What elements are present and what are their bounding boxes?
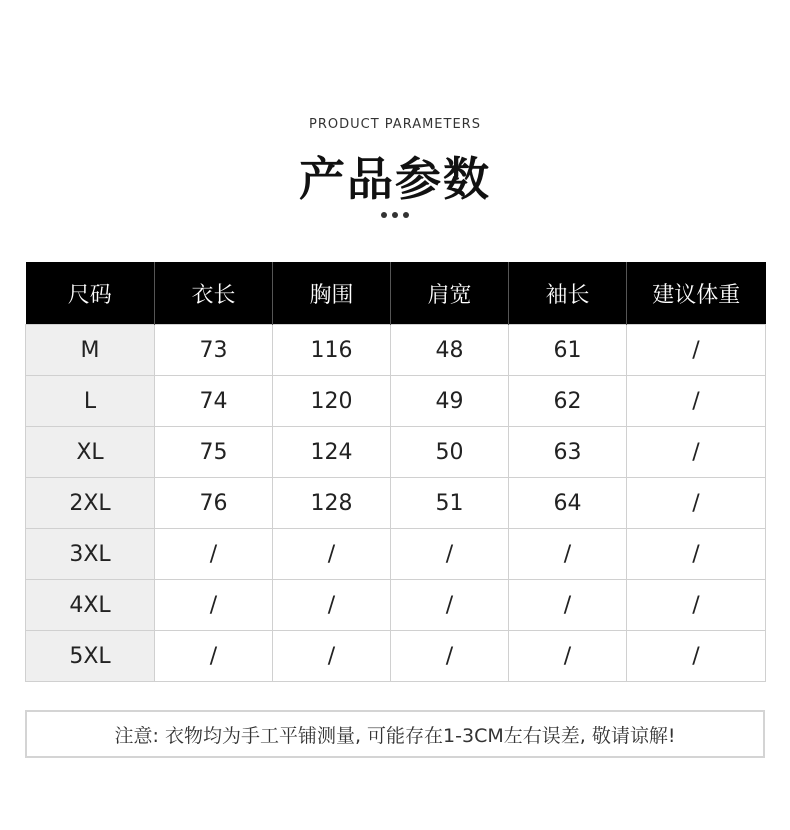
note-text: 注意: 衣物均为手工平铺测量, 可能存在1-3CM左右误差, 敬请谅解! [114,724,676,747]
table-cell: 50 [391,427,509,478]
table-cell: / [391,529,509,580]
header-shoulder: 肩宽 [391,262,509,325]
dot-icon [403,212,409,218]
table-cell: 62 [509,376,627,427]
table-cell: 48 [391,325,509,376]
measurement-note [25,710,765,758]
header-weight: 建议体重 [627,262,766,325]
table-cell: / [155,631,273,682]
header-sleeve: 袖长 [509,262,627,325]
table-row [26,529,766,580]
size-cell: 5XL [26,631,155,682]
table-cell: / [627,631,766,682]
table-row [26,427,766,478]
table-cell: 49 [391,376,509,427]
table-cell: / [509,631,627,682]
table-cell: / [627,427,766,478]
table-cell: / [627,529,766,580]
table-cell: / [627,376,766,427]
size-table [25,262,766,682]
table-row [26,325,766,376]
table-row [26,631,766,682]
table-cell: 63 [509,427,627,478]
table-cell: / [391,580,509,631]
table-cell: / [391,631,509,682]
table-cell: 74 [155,376,273,427]
table-row [26,478,766,529]
dot-icon [381,212,387,218]
table-cell: / [509,529,627,580]
table-cell: / [273,631,391,682]
table-cell: / [627,325,766,376]
size-cell: M [26,325,155,376]
table-cell: / [627,580,766,631]
decorative-dots [0,212,790,218]
table-header-row [26,262,766,325]
dot-icon [392,212,398,218]
table-cell: / [509,580,627,631]
table-cell: 61 [509,325,627,376]
page-title: 产品参数 [299,152,491,206]
size-cell: 3XL [26,529,155,580]
table-cell: 73 [155,325,273,376]
table-cell: 124 [273,427,391,478]
size-cell: XL [26,427,155,478]
table-cell: 76 [155,478,273,529]
table-cell: 116 [273,325,391,376]
table-cell: 128 [273,478,391,529]
table-cell: / [627,478,766,529]
table-cell: 120 [273,376,391,427]
size-cell: L [26,376,155,427]
section-subtitle: PRODUCT PARAMETERS [309,117,481,132]
table-cell: / [155,529,273,580]
table-cell: 51 [391,478,509,529]
header-chest: 胸围 [273,262,391,325]
table-cell: / [273,529,391,580]
table-cell: 64 [509,478,627,529]
table-cell: / [273,580,391,631]
table-row [26,376,766,427]
table-cell: 75 [155,427,273,478]
size-cell: 4XL [26,580,155,631]
table-cell: / [155,580,273,631]
header-size: 尺码 [26,262,155,325]
table-row [26,580,766,631]
header-length: 衣长 [155,262,273,325]
size-cell: 2XL [26,478,155,529]
